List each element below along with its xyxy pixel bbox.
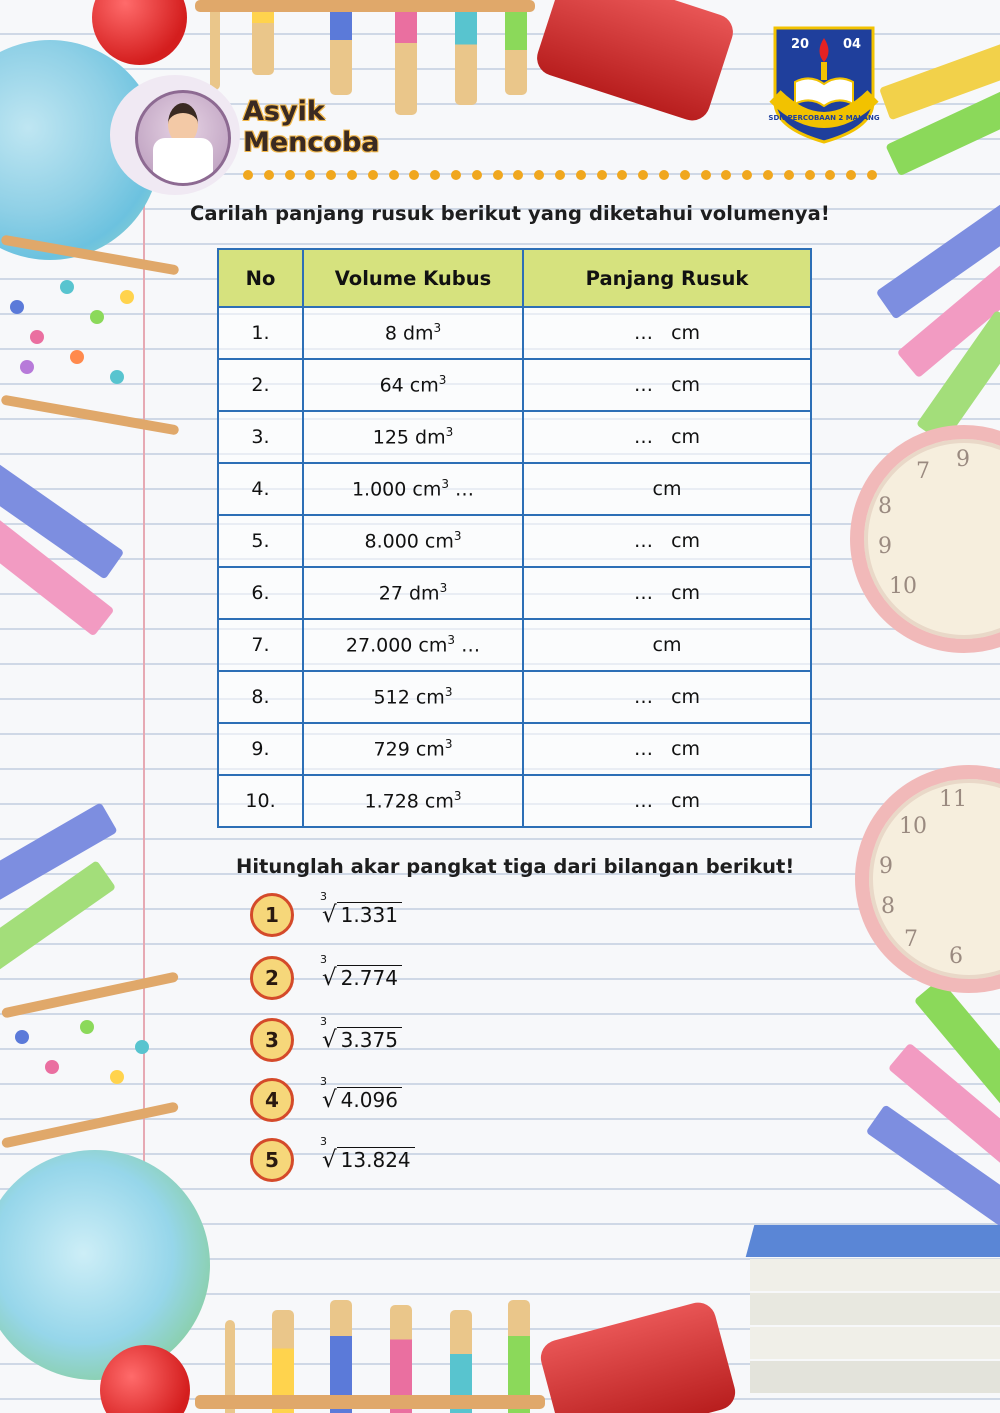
table-row — [218, 567, 811, 619]
radical-sign-icon: √ — [322, 902, 337, 928]
table-row — [218, 307, 811, 359]
school-bag-illustration — [537, 1299, 739, 1413]
divider-dot — [659, 170, 669, 180]
answer-blank: … cm — [633, 374, 701, 396]
question-number-badge: 3 — [250, 1018, 294, 1062]
row-number: 4. — [218, 463, 303, 515]
table-row — [218, 671, 811, 723]
answer-blank: cm — [652, 478, 682, 500]
root-index: 3 — [320, 1075, 327, 1088]
volume-value: 125 dm — [372, 426, 446, 449]
row-volume — [303, 775, 523, 827]
row-edge-length — [523, 307, 811, 359]
table-row — [218, 723, 811, 775]
row-number: 9. — [218, 723, 303, 775]
divider-dot — [721, 170, 731, 180]
row-volume — [303, 567, 523, 619]
divider-dot — [513, 170, 523, 180]
logo-year-right: 04 — [843, 37, 862, 52]
divider-dot — [493, 170, 503, 180]
divider-dot — [805, 170, 815, 180]
notebook-margin-line — [143, 180, 145, 1240]
radical-sign-icon: √ — [322, 1087, 337, 1113]
row-volume — [303, 307, 523, 359]
volume-suffix: … — [448, 478, 475, 501]
divider-dot — [784, 170, 794, 180]
table-header-row — [218, 249, 811, 307]
divider-dot — [555, 170, 565, 180]
radicand-value: 3.375 — [337, 1027, 402, 1052]
volume-exponent: 3 — [438, 373, 447, 388]
table-row — [218, 359, 811, 411]
school-bag-illustration — [532, 0, 737, 125]
volume-value: 512 cm — [373, 686, 445, 709]
divider-dot — [534, 170, 544, 180]
row-number: 2. — [218, 359, 303, 411]
divider-dot — [243, 170, 253, 180]
row-edge-length — [523, 411, 811, 463]
cube-root-question — [250, 1015, 402, 1065]
volume-value: 64 cm — [379, 374, 439, 397]
row-number: 1. — [218, 307, 303, 359]
cube-root-expression — [320, 1075, 402, 1113]
radical-sign-icon: √ — [322, 965, 337, 991]
row-number: 6. — [218, 567, 303, 619]
divider-dot — [617, 170, 627, 180]
row-edge-length — [523, 515, 811, 567]
cube-root-question — [250, 1135, 415, 1185]
row-volume — [303, 671, 523, 723]
cube-volume-table — [217, 248, 812, 828]
table-row — [218, 515, 811, 567]
volume-exponent: 3 — [453, 529, 462, 544]
volume-exponent: 3 — [444, 737, 453, 752]
volume-value: 1.000 cm — [351, 478, 442, 501]
table-row — [218, 619, 811, 671]
row-edge-length — [523, 359, 811, 411]
volume-value: 8.000 cm — [364, 530, 454, 553]
row-edge-length — [523, 567, 811, 619]
answer-blank: … cm — [633, 530, 701, 552]
radicand-value: 4.096 — [337, 1087, 402, 1112]
row-number: 3. — [218, 411, 303, 463]
root-index: 3 — [320, 953, 327, 966]
question-number-badge: 5 — [250, 1138, 294, 1182]
divider-dot — [742, 170, 752, 180]
cube-root-expression — [320, 890, 402, 928]
divider-dot — [576, 170, 586, 180]
divider-dot — [430, 170, 440, 180]
divider-dot — [825, 170, 835, 180]
answer-blank: … cm — [633, 686, 701, 708]
row-volume — [303, 359, 523, 411]
root-index: 3 — [320, 1135, 327, 1148]
answer-blank: … cm — [633, 426, 701, 448]
root-index: 3 — [320, 1015, 327, 1028]
volume-exponent: 3 — [453, 789, 462, 804]
volume-exponent: 3 — [439, 581, 448, 596]
divider-dot — [638, 170, 648, 180]
divider-dot — [264, 170, 274, 180]
divider-dot — [472, 170, 482, 180]
question-number-badge: 1 — [250, 893, 294, 937]
divider-dot — [701, 170, 711, 180]
row-number: 5. — [218, 515, 303, 567]
divider-dot — [763, 170, 773, 180]
col-header-volume: Volume Kubus — [303, 249, 523, 307]
radical-sign-icon: √ — [322, 1027, 337, 1053]
cube-root-expression — [320, 1135, 415, 1173]
volume-exponent: 3 — [447, 633, 456, 648]
divider-dot — [347, 170, 357, 180]
answer-blank: … cm — [633, 790, 701, 812]
section-title: Asyik Mencoba — [243, 96, 380, 158]
divider-dot — [326, 170, 336, 180]
dotted-divider — [243, 170, 893, 182]
table-row — [218, 775, 811, 827]
volume-exponent: 3 — [441, 477, 449, 492]
clock-illustration: 9 7 8 9 10 — [850, 425, 1000, 653]
row-edge-length — [523, 463, 811, 515]
row-edge-length — [523, 775, 811, 827]
cube-root-expression — [320, 1015, 402, 1053]
divider-dot — [867, 170, 877, 180]
row-volume — [303, 411, 523, 463]
radicand-value: 13.824 — [337, 1147, 415, 1172]
table-row — [218, 411, 811, 463]
col-header-no: No — [218, 249, 303, 307]
cube-root-question — [250, 953, 402, 1003]
col-header-edge-length: Panjang Rusuk — [523, 249, 811, 307]
divider-dot — [285, 170, 295, 180]
books-illustration — [750, 1225, 1000, 1413]
row-edge-length — [523, 671, 811, 723]
answer-blank: cm — [652, 634, 682, 656]
logo-ring-text: SDN PERCOBAAN 2 MALANG — [768, 114, 880, 122]
row-volume — [303, 515, 523, 567]
globe-illustration — [0, 1150, 210, 1380]
volume-value: 1.728 cm — [364, 790, 454, 813]
logo-year-left: 20 — [791, 37, 810, 52]
instruction-text-2: Hitunglah akar pangkat tiga dari bilangan berikut! — [236, 855, 795, 878]
row-edge-length — [523, 723, 811, 775]
clock-illustration: 11 10 9 8 7 6 — [855, 765, 1000, 993]
volume-value: 729 cm — [373, 738, 445, 761]
divider-dot — [597, 170, 607, 180]
divider-dot — [680, 170, 690, 180]
divider-dot — [409, 170, 419, 180]
row-number: 8. — [218, 671, 303, 723]
divider-dot — [389, 170, 399, 180]
row-volume — [303, 723, 523, 775]
answer-blank: … cm — [633, 738, 701, 760]
instruction-text: Carilah panjang rusuk berikut yang diketahui volumenya! — [190, 202, 830, 225]
table-row — [218, 463, 811, 515]
root-index: 3 — [320, 890, 327, 903]
question-number-badge: 4 — [250, 1078, 294, 1122]
cube-root-question — [250, 890, 402, 940]
radical-sign-icon: √ — [322, 1147, 337, 1173]
radicand-value: 1.331 — [337, 902, 402, 927]
volume-exponent: 3 — [445, 425, 454, 440]
school-logo — [765, 24, 883, 144]
divider-dot — [846, 170, 856, 180]
cube-root-question — [250, 1075, 402, 1125]
volume-suffix: … — [455, 634, 481, 657]
volume-exponent: 3 — [433, 321, 442, 336]
row-volume — [303, 463, 523, 515]
volume-value: 8 dm — [384, 322, 434, 345]
row-edge-length — [523, 619, 811, 671]
question-number-badge: 2 — [250, 956, 294, 1000]
volume-exponent: 3 — [444, 685, 453, 700]
divider-dot — [451, 170, 461, 180]
row-number: 10. — [218, 775, 303, 827]
divider-dot — [368, 170, 378, 180]
row-number: 7. — [218, 619, 303, 671]
row-volume — [303, 619, 523, 671]
answer-blank: … cm — [633, 582, 701, 604]
student-avatar — [135, 90, 231, 186]
divider-dot — [305, 170, 315, 180]
radicand-value: 2.774 — [337, 965, 402, 990]
volume-value: 27 dm — [378, 582, 440, 605]
cube-root-expression — [320, 953, 402, 991]
answer-blank: … cm — [633, 322, 701, 344]
volume-value: 27.000 cm — [345, 634, 448, 657]
